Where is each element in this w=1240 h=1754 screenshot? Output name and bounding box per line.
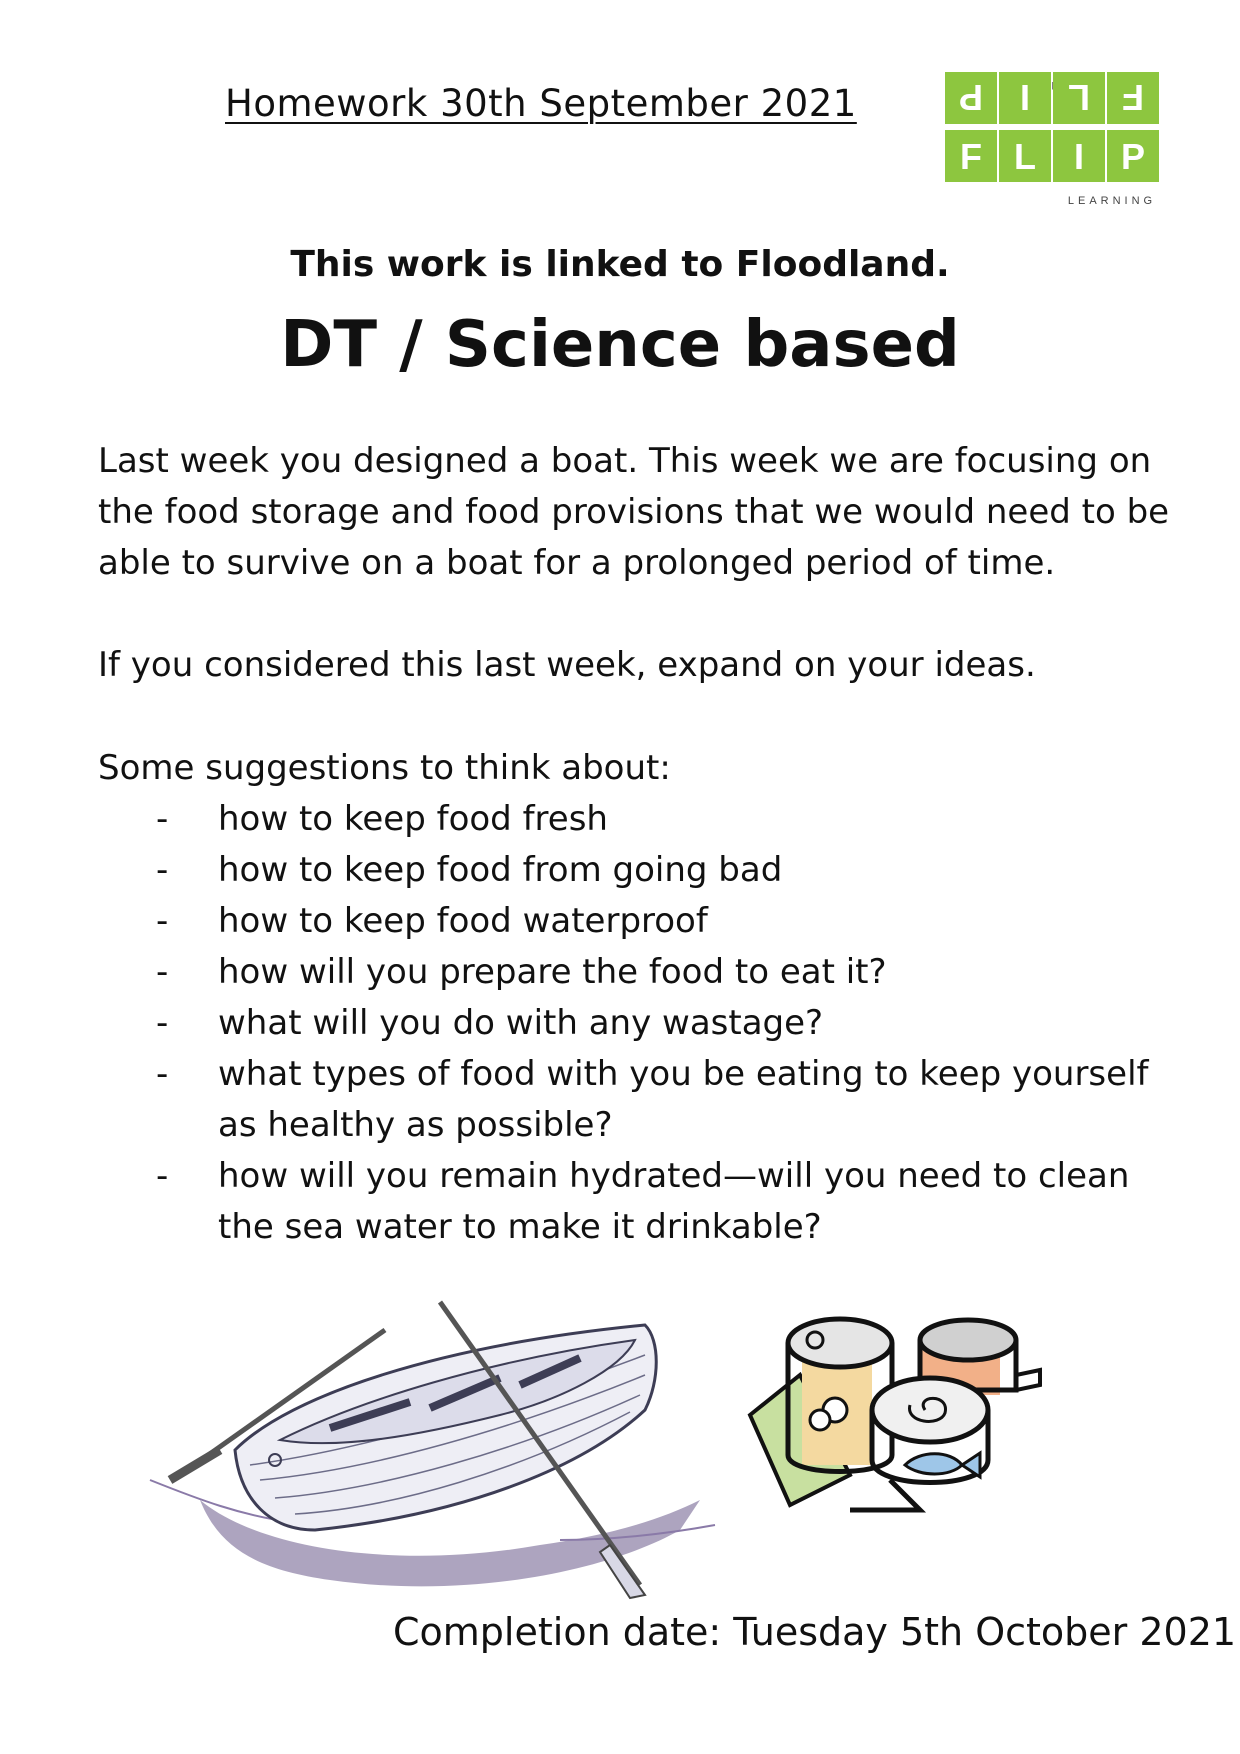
svg-text:I: I <box>1019 77 1031 118</box>
tin-cans-clipart <box>740 1305 1050 1515</box>
intro-paragraph: Last week you designed a boat. This week we are focusing on the food storage and food provisions that we would need to be able to survive on a boat for a prolonged period of time. <box>98 441 1170 583</box>
list-item: - what will you do with any wastage? <box>98 998 1158 1049</box>
list-item: - how will you prepare the food to eat it? <box>98 947 1158 998</box>
svg-text:I: I <box>1073 136 1085 177</box>
suggestions-list <box>98 794 1158 1253</box>
svg-text:F: F <box>1122 77 1144 118</box>
svg-text:P: P <box>1120 136 1146 177</box>
logo-bottom-row <box>945 130 1159 182</box>
suggestions-intro: Some suggestions to think about: <box>98 748 671 788</box>
list-item: - how to keep food waterproof <box>98 896 1158 947</box>
subtitle: This work is linked to Floodland. <box>290 244 950 285</box>
bullet-dash: - <box>156 799 169 839</box>
completion-date: Completion date: Tuesday 5th October 2021 <box>393 1610 1237 1654</box>
svg-text:L: L <box>1068 77 1090 118</box>
list-item: - how to keep food fresh <box>98 794 1158 845</box>
page-heading: DT / Science based <box>280 308 960 382</box>
svg-text:F: F <box>960 136 982 177</box>
bullet-dash: - <box>156 901 169 941</box>
svg-text:L: L <box>1014 136 1036 177</box>
list-item: - how will you remain hydrated—will you need to clean the sea water to make it drinkable? <box>98 1151 1158 1253</box>
flip-learning-logo <box>940 52 1180 222</box>
bullet-dash: - <box>156 1054 169 1094</box>
svg-text:P: P <box>958 77 984 118</box>
rowing-boat-illustration <box>140 1300 720 1600</box>
expand-paragraph: If you considered this last week, expand on your ideas. <box>98 645 1036 685</box>
list-item: - what types of food with you be eating to keep yourself as healthy as possible? <box>98 1049 1158 1151</box>
homework-title: Homework 30th September 2021 <box>225 82 857 125</box>
list-item: - how to keep food from going bad <box>98 845 1158 896</box>
bullet-dash: - <box>156 1156 169 1196</box>
bullet-dash: - <box>156 952 169 992</box>
bullet-dash: - <box>156 1003 169 1043</box>
logo-bottom-text: LEARNING <box>1067 195 1157 207</box>
bullet-dash: - <box>156 850 169 890</box>
